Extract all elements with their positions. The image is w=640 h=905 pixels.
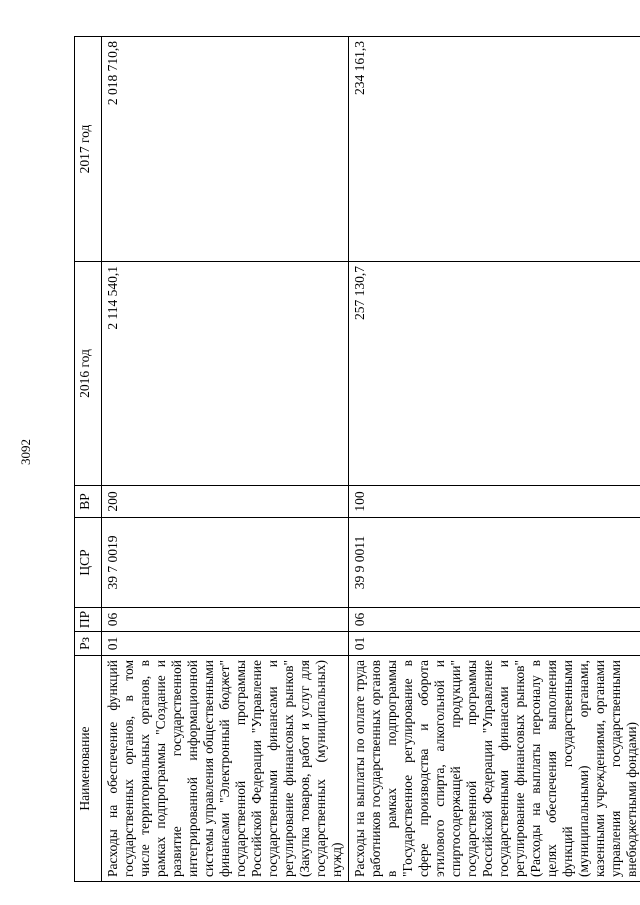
budget-table [74, 36, 640, 882]
header-2016: 2016 год [75, 262, 102, 486]
row-amount-2016: 257 130,7 [349, 262, 640, 486]
table-row [102, 37, 349, 882]
rotated-table-container [74, 37, 639, 882]
row-rz: 01 [349, 632, 640, 656]
header-pr: ПР [75, 608, 102, 632]
header-2017: 2017 год [75, 37, 102, 262]
table-header-row [75, 37, 102, 882]
header-vr: ВР [75, 486, 102, 518]
row-pr: 06 [102, 608, 349, 632]
row-amount-2017: 2 018 710,8 [102, 37, 349, 262]
row-amount-2017: 234 161,3 [349, 37, 640, 262]
row-csr: 39 7 0019 [102, 518, 349, 608]
row-amount-2016: 2 114 540,1 [102, 262, 349, 486]
row-vr: 100 [349, 486, 640, 518]
row-name: Расходы на обеспечение функций государственных органов, в том числе территориальных органов, в рамках подпрограммы "Создание и развитие государственной интегрированной информационной системы управления общественными финансами "Электронный бюджет" государственной программы Российской Федерации "Управление государственными финансами и регулирование финансовых рынков" (Закупка товаров, работ и услуг для государственных (муниципальных) нужд) [102, 656, 349, 882]
header-name: Наименование [75, 656, 102, 882]
row-rz: 01 [102, 632, 349, 656]
row-name: Расходы на выплаты по оплате труда работников государственных органов в рамках подпрограммы "Государственное регулирование в сфере производства и оборота этилового спирта, алкогольной и спиртосодержащей продукции" государственной программы Российской Федерации "Управление государственными финансами и регулирование финансовых рынков" (Расходы на выплаты персоналу в целях обеспечения выполнения функций государственными (муниципальными) органами, казенными учреждениями, органами управления государственными внебюджетными фондами) [349, 656, 640, 882]
table-row [349, 37, 640, 882]
row-csr: 39 9 0011 [349, 518, 640, 608]
header-csr: ЦСР [75, 518, 102, 608]
page-number: 3092 [18, 439, 33, 465]
row-vr: 200 [102, 486, 349, 518]
row-pr: 06 [349, 608, 640, 632]
header-rz: Рз [75, 632, 102, 656]
